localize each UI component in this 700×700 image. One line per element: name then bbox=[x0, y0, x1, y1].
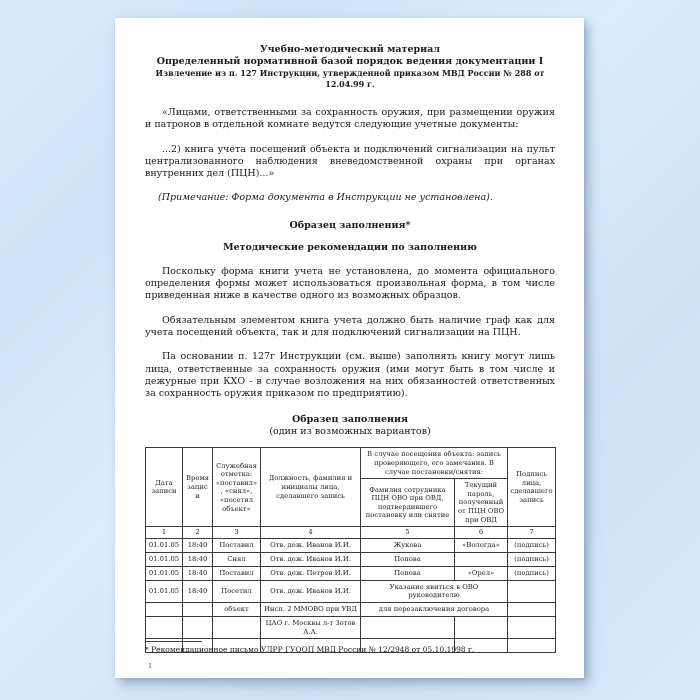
table-cell: Попова bbox=[361, 552, 455, 566]
table-cell bbox=[213, 616, 261, 638]
column-number-cell: 1 bbox=[146, 527, 183, 539]
heading-sample-filling: Образец заполнения* bbox=[289, 219, 411, 231]
table-cell: Снял bbox=[213, 552, 261, 566]
table-cell: (подпись) bbox=[508, 566, 556, 580]
paragraph-form-not-set: Поскольку форма книги учета не установлена, до момента официального определения формы может использоваться произвольная форма, в том числе приведенная ниже в качестве одного из возможных образцов. bbox=[145, 265, 555, 302]
table-cell: (подпись) bbox=[508, 552, 556, 566]
document-source-line: Извлечение из п. 127 Инструкции, утвержденной приказом МВД России № 288 от 12.04.99 г. bbox=[155, 68, 545, 89]
table-cell bbox=[361, 616, 455, 638]
table-cell: 18:40 bbox=[183, 580, 213, 602]
table-cell: Отв. деж. Иванов И.И. bbox=[261, 580, 361, 602]
table-cell bbox=[508, 580, 556, 602]
document-subtitle: Определенный нормативной базой порядок ведения документации I bbox=[156, 56, 544, 67]
table-cell: 18:40 bbox=[183, 552, 213, 566]
col-header-officer-name: Фамилия сотрудника ПЦН ОВО при ОВД, подтвердившего постановку или снятие bbox=[361, 479, 455, 527]
paragraph-quote-intro: «Лицами, ответственными за сохранность оружия, при размещении оружия и патронов в отдельной комнате ведутся следующие учетные документы: bbox=[145, 107, 555, 131]
table-cell: Поставил bbox=[213, 566, 261, 580]
table-cell: (подпись) bbox=[508, 538, 556, 552]
table-row bbox=[146, 580, 556, 602]
table-cell: 01.01.05 bbox=[146, 538, 183, 552]
sample-table bbox=[145, 447, 556, 653]
col-header-mark: Служебная отметка: «поставил», «снял», «посетил объект» bbox=[213, 448, 261, 527]
table-cell: Поставил bbox=[213, 538, 261, 552]
table-cell: «Орел» bbox=[455, 566, 508, 580]
table-cell: Отв. деж. Иванов И.И. bbox=[261, 552, 361, 566]
paragraph-mandatory-element: Обязательным элементом книга учета должно быть наличие граф как для учета посещений объекта, так и для подключений сигнализации на ПЦН. bbox=[145, 314, 555, 338]
sample-table-body bbox=[146, 538, 556, 652]
document-title: Учебно-методический материал bbox=[259, 44, 441, 55]
column-number-cell: 6 bbox=[455, 527, 508, 539]
footnote-text: * Рекомендационное письмо УЛРР ГУООП МВД России № 12/2948 от 05.10.1998 г. bbox=[145, 645, 475, 654]
col-header-signature: Подпись лица, сделавшего запись bbox=[508, 448, 556, 527]
table-cell bbox=[508, 616, 556, 638]
table-row bbox=[146, 602, 556, 616]
table-cell: Посетил bbox=[213, 580, 261, 602]
table-cell bbox=[455, 616, 508, 638]
col-header-password: Текущий пароль, полученный от ПЦН ОВО при ОВД bbox=[455, 479, 508, 527]
table-cell: Жукова bbox=[361, 538, 455, 552]
col-header-time: Время записи bbox=[183, 448, 213, 527]
heading-table-sample: Образец заполнения bbox=[291, 414, 409, 426]
paragraph-note: (Примечание: Форма документа в Инструкции не установлена). bbox=[158, 192, 493, 204]
table-cell: Отв. деж. Петров И.И. bbox=[261, 566, 361, 580]
table-cell bbox=[183, 602, 213, 616]
table-cell: 18:40 bbox=[183, 538, 213, 552]
paragraph-quote-item2: ...2) книга учета посещений объекта и подключений сигнализации на пульт централизованного наблюдения вневедомственной охраны при органах внутренних дел (ПЦН)...» bbox=[145, 143, 555, 180]
table-cell bbox=[146, 602, 183, 616]
table-cell bbox=[146, 616, 183, 638]
table-cell bbox=[183, 616, 213, 638]
table-cell: «Вологда» bbox=[455, 538, 508, 552]
table-cell: Отв. деж. Иванов И.И. bbox=[261, 538, 361, 552]
table-cell: 01.01.05 bbox=[146, 566, 183, 580]
table-cell: Инсп. 2 ММОВО при УВД bbox=[261, 602, 361, 616]
col-header-group-visit: В случае посещения объекта: запись проверяющего, его замечания. В случае постановки/снятия: bbox=[361, 448, 508, 479]
table-cell: Указание явиться в ОВО руководителю bbox=[361, 580, 508, 602]
table-cell: объект bbox=[213, 602, 261, 616]
table-cell: ЦАО г. Москвы л-т Зотов А.А. bbox=[261, 616, 361, 638]
table-cell: для перезаключения договора bbox=[361, 602, 508, 616]
col-header-date: Дата записи bbox=[146, 448, 183, 527]
footnote-block bbox=[145, 641, 555, 654]
column-number-cell: 5 bbox=[361, 527, 455, 539]
heading-table-sample-variant: (один из возможных вариантов) bbox=[269, 426, 431, 438]
table-row bbox=[146, 566, 556, 580]
page-number: 1 bbox=[148, 662, 153, 671]
col-header-position: Должность, фамилия и инициалы лица, сделавшего запись bbox=[261, 448, 361, 527]
footnote-separator bbox=[145, 641, 202, 642]
document-page bbox=[115, 18, 584, 678]
table-cell bbox=[508, 602, 556, 616]
table-row bbox=[146, 538, 556, 552]
table-cell bbox=[455, 552, 508, 566]
column-number-cell: 4 bbox=[261, 527, 361, 539]
table-row bbox=[146, 552, 556, 566]
sample-table-header bbox=[146, 448, 556, 538]
table-cell: 01.01.05 bbox=[146, 552, 183, 566]
column-number-cell: 3 bbox=[213, 527, 261, 539]
document-title-block bbox=[145, 44, 555, 90]
column-numbers-row bbox=[146, 527, 556, 539]
column-number-cell: 2 bbox=[183, 527, 213, 539]
paragraph-who-fills: Па основании п. 127г Инструкции (см. выше) заполнять книгу могут лишь лица, ответственные за сохранность оружия (ими могут быть в том числе и дежурные при КХО - в случае возложения на них обязанностей ответственных за сохранность оружия приказом по предприятию). bbox=[145, 351, 555, 400]
table-row bbox=[146, 616, 556, 638]
table-cell: Попова bbox=[361, 566, 455, 580]
table-cell: 01.01.05 bbox=[146, 580, 183, 602]
table-cell: 18:40 bbox=[183, 566, 213, 580]
column-number-cell: 7 bbox=[508, 527, 556, 539]
heading-method-recommendations: Методические рекомендации по заполнению bbox=[223, 241, 477, 253]
